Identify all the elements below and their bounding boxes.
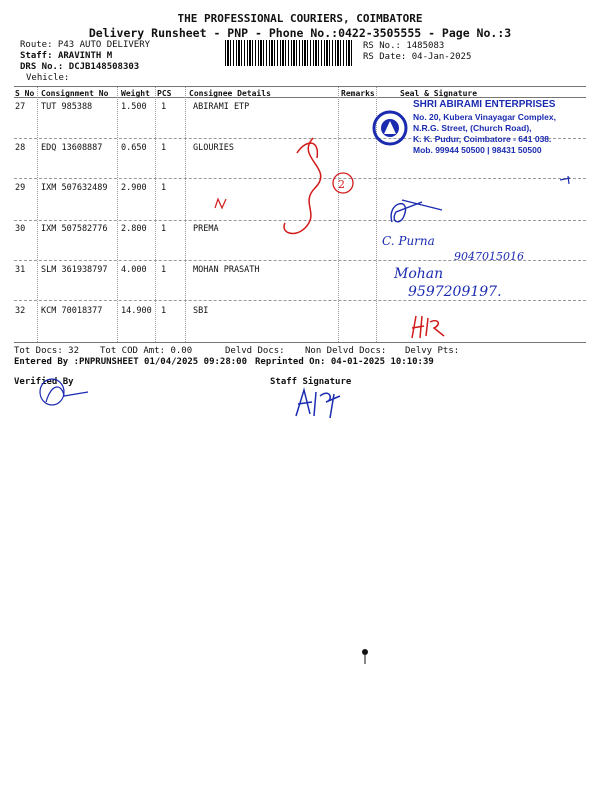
cell-weight: 0.650	[121, 143, 147, 153]
runsheet-subtitle: Delivery Runsheet - PNP - Phone No.:0422-3505555 - Page No.:3	[88, 26, 512, 40]
staff-signature	[290, 382, 350, 422]
total-docs: Tot Docs: 32	[14, 346, 80, 356]
drs-label: DRS No.:	[20, 62, 64, 72]
customer-signature	[382, 192, 452, 232]
col-header-seal-signature: Seal & Signature	[400, 89, 478, 98]
staff-name: ARAVINTH M	[57, 51, 113, 61]
entered-by: Entered By :PNPRUNSHEET 01/04/2025 09:28:00	[14, 357, 247, 367]
handwritten-name: Mohan	[394, 266, 444, 282]
cell-weight: 2.800	[121, 224, 147, 234]
column-divider	[185, 87, 186, 342]
col-header-pcs: PCS	[157, 89, 172, 98]
stamp-address-line: K. K. Pudur, Coimbatore - 641 038.	[413, 134, 552, 144]
handwritten-name: C. Purna	[382, 234, 435, 248]
cell-consignee: MOHAN PRASATH	[193, 265, 260, 275]
stamp-company-name: SHRI ABIRAMI ENTERPRISES	[413, 99, 556, 110]
red-tick-mark	[212, 196, 232, 212]
reprinted-on: Reprinted On: 04-01-2025 10:10:39	[255, 357, 434, 367]
col-header-consignee: Consignee Details	[189, 89, 271, 98]
cell-consignment: IXM 507632489	[41, 183, 108, 193]
cell-consignment: KCM 70018377	[41, 306, 103, 316]
stamp-logo-icon	[372, 110, 408, 146]
stamp-address-line: N.R.G. Street, (Church Road),	[413, 123, 532, 133]
cell-sno: 32	[15, 306, 26, 316]
barcode	[225, 40, 353, 66]
cell-consignee: PREMA	[193, 224, 219, 234]
cell-pcs: 1	[161, 102, 167, 112]
cell-sno: 30	[15, 224, 26, 234]
cell-weight: 14.900	[121, 306, 152, 316]
table-bottom-rule	[14, 342, 586, 343]
cell-consignee: ABIRAMI ETP	[193, 102, 250, 112]
stamp-phone-line: Mob. 99944 50500 | 98431 50500	[413, 145, 542, 155]
cell-pcs: 1	[161, 224, 167, 234]
col-header-remarks: Remarks	[341, 89, 375, 98]
non-delivered-docs: Non Delvd Docs:	[305, 346, 387, 356]
drs-number: DCJB148508303	[68, 62, 140, 72]
cell-weight: 4.000	[121, 265, 147, 275]
rs-date: RS Date: 04-Jan-2025	[363, 52, 472, 62]
total-cod-amount: Tot COD Amt: 0.00	[100, 346, 193, 356]
verified-by-label: Verified By	[14, 377, 74, 387]
column-divider	[117, 87, 118, 342]
cell-sno: 28	[15, 143, 26, 153]
staff-line	[20, 51, 112, 61]
cell-sno: 27	[15, 102, 26, 112]
cell-pcs: 1	[161, 306, 167, 316]
delivered-docs: Delvd Docs:	[225, 346, 285, 356]
svg-text:2: 2	[338, 178, 345, 191]
column-divider	[37, 87, 38, 342]
handwritten-phone: 9597209197.	[408, 284, 502, 300]
stamp-address-line: No. 20, Kubera Vinayagar Complex,	[413, 112, 556, 122]
handwritten-phone: 9047015016	[454, 250, 524, 263]
ink-mark	[360, 644, 370, 666]
cell-weight: 2.900	[121, 183, 147, 193]
cell-consignee: SBI	[193, 306, 209, 316]
cell-sno: 29	[15, 183, 26, 193]
delivery-points: Delvy Pts:	[405, 346, 460, 356]
drs-line	[20, 62, 139, 72]
col-header-sno: S No	[15, 89, 35, 98]
staff-signature-label: Staff Signature	[270, 377, 352, 387]
cell-consignment: EDQ 13608887	[41, 143, 103, 153]
cell-weight: 1.500	[121, 102, 147, 112]
col-header-consignment: Consignment No	[41, 89, 109, 98]
ink-mark	[558, 174, 574, 186]
route-text: Route: P43 AUTO DELIVERY	[20, 40, 151, 50]
cell-consignment: TUT 985388	[41, 102, 93, 112]
row-divider	[14, 300, 586, 301]
vehicle-label: Vehicle:	[26, 73, 70, 83]
red-signature	[408, 310, 448, 342]
column-divider	[155, 87, 156, 342]
company-title: THE PROFESSIONAL COURIERS, COIMBATORE	[177, 12, 423, 25]
cell-pcs: 1	[161, 183, 167, 193]
red-handwritten-mark	[275, 128, 365, 243]
verifier-signature	[28, 372, 98, 408]
staff-label: Staff:	[20, 51, 53, 61]
col-header-weight: Weight	[121, 89, 150, 98]
cell-consignment: SLM 361938797	[41, 265, 108, 275]
rs-number: RS No.: 1485083	[363, 41, 445, 51]
cell-consignee: GLOURIES	[193, 143, 234, 153]
cell-pcs: 1	[161, 143, 167, 153]
cell-sno: 31	[15, 265, 26, 275]
cell-consignment: IXM 507582776	[41, 224, 108, 234]
table-top-rule	[14, 86, 586, 87]
cell-pcs: 1	[161, 265, 167, 275]
